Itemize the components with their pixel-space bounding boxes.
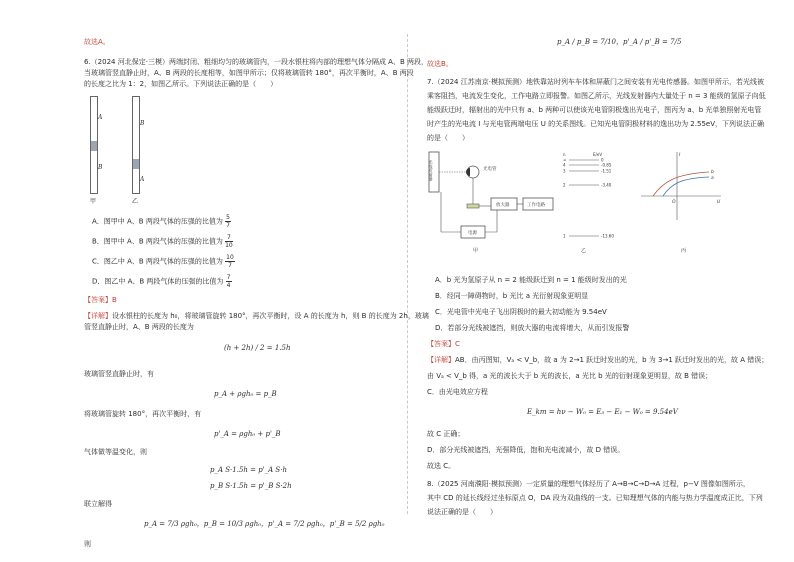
option-d-text: D．图乙中 A、B 两段气体的压强的比值为 (92, 277, 224, 286)
q6-equation-4: p_A S·1.5h = p'_A S·h (210, 466, 287, 474)
q6-equation-1: (h + 2h) / 2 = 1.5h (224, 344, 291, 352)
n3-label: 3 (563, 168, 566, 174)
figure-jia-label: 甲 (90, 198, 97, 205)
q6-detail-line6: 联立解得 (84, 500, 112, 508)
q6-answer: 【答案】B (84, 296, 117, 304)
option-d-numerator: 7 (226, 274, 231, 281)
q6-detail-line7: 则 (84, 540, 91, 548)
figure-yi-caption: 乙 (581, 248, 587, 254)
n-axis-label: n (563, 152, 566, 157)
q7-stem-line5: 的是（ ） (427, 134, 469, 142)
option-a-numerator: 5 (226, 214, 230, 221)
circuit-diagram-jia (428, 152, 553, 254)
option-a (92, 214, 231, 229)
tube-yi (132, 96, 140, 194)
curve-a-label: a (711, 176, 714, 181)
figure-yi-label: 乙 (132, 198, 139, 205)
q7-detail-line5: D．部分光线被遮挡，光强降低，饱和光电流减小，故 D 错误。 (427, 446, 625, 454)
top-ratio-equation: p_A / p_B = 7/10，p'_A / p'_B = 7/5 (557, 38, 682, 46)
n-inf-label: ∞ (563, 157, 567, 163)
previous-answer-right: 故选B。 (427, 60, 453, 68)
n2-label: 2 (563, 182, 566, 188)
q6-stem-line3: 的长度之比为 1：2，如图乙所示。下列说法正确的是（ ） (84, 80, 278, 88)
q7-detail-text1: AB．由丙图知，Vₐ < V_b，故 a 为 2→1 跃迁时发出的光，b 为 3→1 跃迁时发出的光，故 A 错误； (455, 356, 769, 364)
q7-option-a: A．b 光为氢原子从 n = 2 能级跃迁到 n = 1 能级时发出的光 (435, 276, 627, 284)
q6-detail-tag: 【详解】 (84, 312, 112, 320)
phototube-label: 光电管 (483, 167, 497, 172)
resistor-icon (467, 204, 479, 208)
q7-stem-line4: 时产生的光电流 I 与光电管两端电压 U 的关系图线。已知光电管阴极材料的逸出功为 2.55eV，下列说法正确 (427, 120, 764, 128)
q7-detail-tag: 【详解】 (427, 356, 455, 364)
q6-detail-line2: 管竖直静止时，A、B 两段的长度为 (84, 323, 194, 331)
figure-jia-caption: 甲 (473, 248, 479, 254)
q7-figure (427, 148, 727, 266)
q7-detail-line2: 由 Vₐ < V_b 得，a 光的波长大于 b 光的波长，a 光比 b 光的衍射现象更明显，故 B 错误； (427, 372, 713, 380)
q6-equation-3: p'_A = ρgh₀ + p'_B (214, 430, 281, 438)
energy-axis-label: E/eV (593, 152, 603, 157)
emitter-label: 光线发射器 (428, 160, 434, 181)
work-circuit-label: 工作电路 (527, 203, 545, 208)
q7-stem-line3: 能级跃迁时，辐射出的光中只有 a、b 两种可以使该光电管阴极逸出光电子，图丙为 a、b 光单独照射光电管 (427, 106, 762, 114)
q7-answer: 【答案】C (427, 340, 460, 348)
n4-label: 4 (563, 162, 566, 168)
option-c-denominator: 7 (228, 262, 232, 269)
q7-stem-line1: 7.（2024 江苏南京·模拟预测）地铁靠站时列车车体和屏蔽门之间安装有光电传感器。如图甲所示，若光线被 (427, 78, 764, 86)
e3-label: -1.51 (601, 168, 612, 174)
q8-stem-line1: 8.（2025 河南濮阳·模拟预测）一定质量的理想气体经历了 A→B→C→D→A 过程，p−V 图像如图所示， (427, 480, 750, 488)
q7-stem-line2: 乘客阻挡，电流发生变化，工作电路立即报警。如图乙所示，光线发射器内大量处于 n = 3 能级的氢原子向低 (427, 92, 766, 100)
n1-label: 1 (563, 233, 566, 239)
cathode-icon (466, 168, 470, 176)
energy-level-diagram-yi (563, 152, 614, 254)
iu-graph-bing (641, 152, 721, 254)
figure-bing-caption: 丙 (681, 248, 687, 254)
q6-stem-line2: 当玻璃管竖直静止时，A、B 两段的长度相等，如图甲所示；仅将玻璃管转 180°，再次平衡时，A、B 两段 (84, 69, 414, 77)
curve-a (663, 177, 709, 196)
q7-option-d: D．若部分光线被遮挡，则放大器的电流将增大，从而引发报警 (435, 324, 630, 332)
q6-detail-line3: 玻璃管竖直静止时，有 (84, 370, 154, 378)
curve-b (653, 172, 709, 196)
q8-stem-line2: 其中 CD 的延长线经过坐标原点 O，DA 段为双曲线的一支。已知理想气体的内能与热力学温度成正比，下列 (427, 494, 763, 502)
q8-stem-line3: 说法正确的是（ ） (427, 508, 497, 516)
label-b-yi: B (140, 120, 145, 127)
column-divider (407, 34, 408, 514)
tube-jia (90, 96, 98, 194)
i-axis-label: I (679, 153, 681, 158)
curve-b-label: b (711, 170, 714, 175)
power-label: 电源 (468, 231, 477, 236)
q7-equation-1: E_km = hν − W₀ = E₃ − E₁ − W₀ = 9.54eV (527, 408, 678, 416)
mercury-column-jia (91, 141, 97, 151)
option-b-numerator: 7 (226, 234, 231, 241)
option-a-denominator: 7 (226, 222, 230, 229)
u-axis-label: U (717, 200, 721, 205)
option-c-text: C．图乙中 A、B 两段气体的压强的比值为 (92, 257, 223, 266)
label-a-yi: A (140, 176, 145, 183)
q7-detail-line1 (427, 356, 768, 365)
option-a-text: A．图甲中 A、B 两段气体的压强的比值为 (92, 217, 223, 226)
e4-label: -0.85 (601, 162, 612, 168)
origin-label: O (672, 200, 676, 205)
q7-detail-line4: 故 C 正确； (427, 430, 465, 438)
e-inf-label: 0 (601, 157, 604, 163)
option-d-denominator: 4 (226, 282, 231, 289)
label-a-jia: A (98, 114, 103, 121)
option-c (92, 254, 235, 269)
q6-detail-line1 (84, 312, 429, 321)
option-b-text: B．图甲中 A、B 两段气体的压强的比值为 (92, 237, 223, 246)
e2-label: -3.40 (601, 182, 612, 188)
amplifier-label: 放大器 (496, 203, 510, 208)
mercury-column-yi (133, 159, 139, 169)
q7-option-c: C．光电管中光电子飞出阴极时的最大初动能为 9.54eV (435, 308, 607, 316)
option-b (92, 234, 233, 249)
q6-detail-line5: 气体做等温变化，则 (84, 448, 147, 456)
q7-option-b: B．经同一障碍物时，b 光比 a 光衍射现象更明显 (435, 292, 589, 300)
q6-equation-2: p_A + ρgh₀ = p_B (214, 390, 277, 398)
q6-figure (84, 96, 174, 206)
option-b-denominator: 10 (225, 242, 233, 249)
q6-stem-line1: 6.（2024 河北保定·三模）两端封闭、粗细均匀的玻璃管内，一段水银柱将内部的理想气体分隔成 A、B 两段， (84, 58, 428, 66)
e1-label: -13.60 (601, 233, 614, 239)
q6-detail-text1: 设水银柱的长度为 h₀，将玻璃管旋转 180°，再次平衡时，设 A 的长度为 h，则 B 的长度为 2h，玻璃 (112, 312, 429, 320)
q7-detail-line3: C．由光电效应方程 (427, 388, 488, 396)
option-d (92, 274, 232, 289)
q6-equation-6: p_A = 7/3 ρgh₀，p_B = 10/3 ρgh₀，p'_A = 7/2 ρgh₀，p'_B = 5/2 ρgh₀ (144, 520, 385, 528)
previous-answer: 故选A。 (84, 38, 110, 46)
q7-detail-line6: 故选 C。 (427, 462, 456, 470)
q6-equation-5: p_B S·1.5h = p'_B S·2h (210, 482, 292, 490)
q6-detail-line4: 将玻璃管旋转 180°，再次平衡时，有 (84, 410, 202, 418)
label-b-jia: B (98, 164, 103, 171)
option-c-numerator: 10 (226, 254, 234, 261)
